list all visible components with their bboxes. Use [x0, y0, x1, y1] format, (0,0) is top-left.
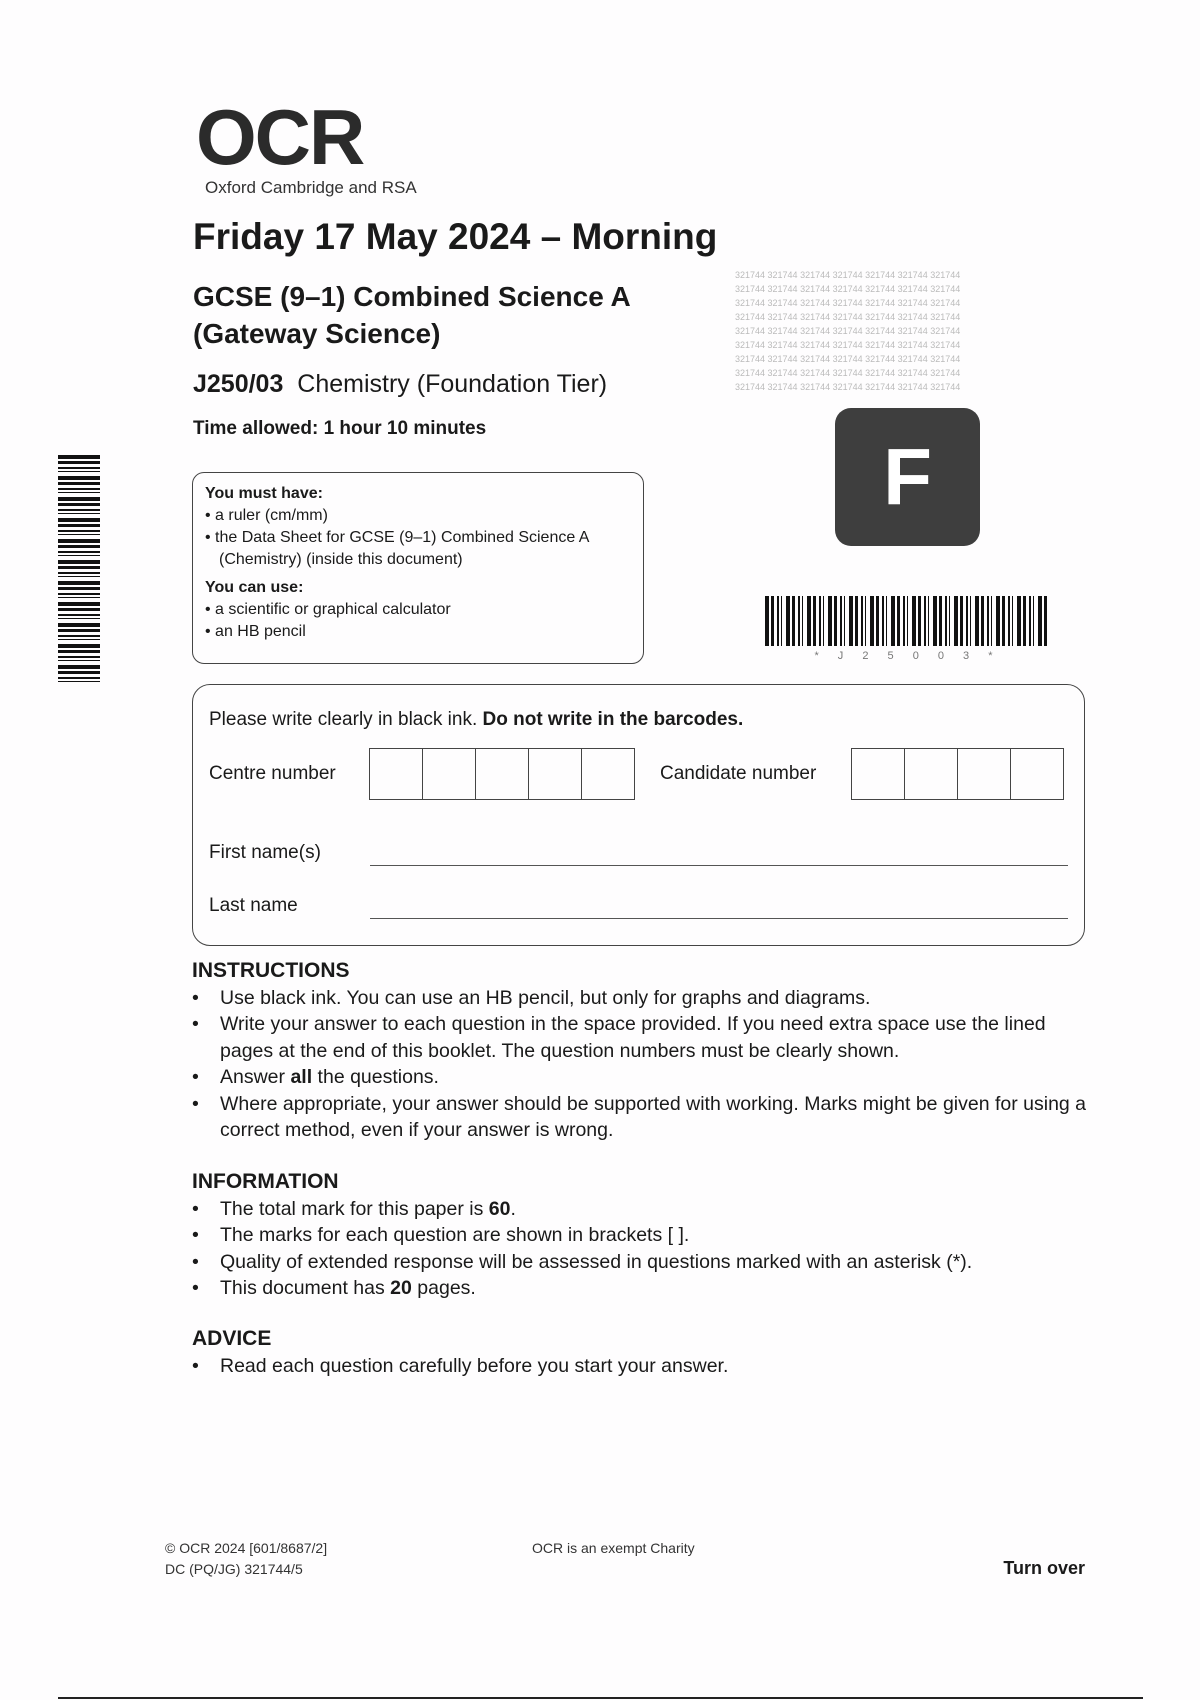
barcode-bar: [58, 614, 100, 616]
barcode-bar: [1002, 596, 1005, 646]
instruction-item: • Write your answer to each question in the space provided. If you need extra space use the lined pages at the end of this booklet. The question numbers must be clearly shown.: [192, 1011, 1092, 1064]
watermark-line: 321744 321744 321744 321744 321744 321744 321744: [735, 298, 961, 308]
barcode-bar: [945, 596, 947, 646]
barcode-bar: [819, 596, 821, 646]
exam-title: [193, 278, 631, 352]
barcode-bar: [849, 596, 853, 646]
barcode-bar: [1023, 596, 1026, 646]
barcode-bar: [939, 596, 942, 646]
barcode-bar: [58, 572, 100, 574]
barcode-bar: [765, 596, 769, 646]
barcode-bar: [58, 467, 100, 469]
barcode-bar: [781, 596, 782, 646]
turn-over: Turn over: [1003, 1558, 1085, 1578]
barcode-bar: [834, 596, 837, 646]
digit-box[interactable]: [851, 748, 905, 800]
watermark-line: 321744 321744 321744 321744 321744 321744 321744: [735, 340, 961, 350]
paper-code: [193, 370, 607, 399]
barcode-bar: [798, 596, 800, 646]
section-heading: INSTRUCTIONS: [192, 959, 350, 982]
watermark-line: 321744 321744 321744 321744 321744 321744 321744: [735, 270, 961, 280]
barcode-bar: [855, 596, 858, 646]
barcode-bar: [58, 555, 100, 556]
barcode-bar: [844, 596, 845, 646]
barcode-bar: [58, 476, 100, 480]
watermark: [735, 268, 960, 394]
barcode-bar: [960, 596, 963, 646]
barcode-bar: [861, 596, 863, 646]
paper-name: Chemistry (Foundation Tier): [297, 370, 608, 398]
barcode-bar: [58, 534, 100, 535]
digit-box[interactable]: [422, 748, 476, 800]
charity-note: OCR is an exempt Charity: [532, 1540, 695, 1556]
barcode-bar: [882, 596, 884, 646]
barcode-bar: [954, 596, 958, 646]
digit-box[interactable]: [475, 748, 529, 800]
exam-date: Friday 17 May 2024 – Morning: [193, 216, 718, 257]
barcode-bar: [58, 482, 100, 485]
barcode-bar: [58, 581, 100, 585]
candidate-number-field[interactable]: [852, 748, 1064, 800]
barcode-bar: [966, 596, 968, 646]
document-ref: DC (PQ/JG) 321744/5: [165, 1561, 303, 1577]
barcode-bar: [58, 503, 100, 506]
ink-note: [209, 709, 743, 731]
barcode-bar: [58, 597, 100, 598]
item-text: a ruler (cm/mm): [215, 507, 328, 524]
instruction-item: • Answer all the questions.: [192, 1064, 1092, 1091]
barcode-bar: [58, 650, 100, 653]
barcode-bar: [58, 629, 100, 632]
information-section: [192, 1169, 1092, 1302]
barcode-bar: [786, 596, 790, 646]
section-heading: ADVICE: [192, 1327, 272, 1350]
last-name-label: Last name: [209, 895, 298, 916]
page-bottom-rule: [58, 1697, 1143, 1699]
last-name-field[interactable]: [370, 918, 1068, 919]
barcode-bar: [912, 596, 916, 646]
barcode-bar: [58, 461, 100, 464]
footer-left: [165, 1538, 327, 1580]
barcode-bar: [987, 596, 989, 646]
barcode-bar: [58, 602, 100, 606]
barcode-bar: [58, 509, 100, 511]
barcode-bar: [991, 596, 992, 646]
digit-box[interactable]: [528, 748, 582, 800]
barcode-bar: [58, 635, 100, 637]
barcode-bar: [58, 587, 100, 590]
barcode-bar: [58, 639, 100, 640]
barcode-bar: [813, 596, 816, 646]
candidate-details-box: [192, 684, 1085, 946]
information-item: • This document has 20 pages.: [192, 1275, 1092, 1302]
copyright: © OCR 2024 [601/8687/2]: [165, 1540, 328, 1556]
barcode-bar: [823, 596, 824, 646]
barcode-bar: [897, 596, 900, 646]
item-text: the Data Sheet for GCSE (9–1) Combined Science A (Chemistry) (inside this document): [215, 529, 589, 568]
digit-box[interactable]: [1010, 748, 1064, 800]
digit-box[interactable]: [904, 748, 958, 800]
barcode-bar: [981, 596, 984, 646]
barcode-bar: [975, 596, 979, 646]
note-text: Please write clearly in black ink.: [209, 709, 478, 730]
barcode-bar: [58, 644, 100, 648]
watermark-line: 321744 321744 321744 321744 321744 321744 321744: [735, 368, 961, 378]
barcode-bar: [828, 596, 832, 646]
barcode-text: * J 2 5 0 0 3 *: [814, 650, 1001, 662]
can-use-item: • a scientific or graphical calculator: [205, 601, 451, 618]
information-item: • The marks for each question are shown in brackets [ ].: [192, 1222, 1092, 1249]
can-use-item: • an HB pencil: [205, 623, 306, 640]
must-have-item: • the Data Sheet for GCSE (9–1) Combined Science A (Chemistry) (inside this document): [205, 529, 589, 568]
centre-number-label: Centre number: [209, 763, 336, 784]
barcode-bar: [777, 596, 779, 646]
barcode-bar: [807, 596, 811, 646]
barcode-bar: [58, 518, 100, 522]
candidate-number-label: Candidate number: [660, 763, 817, 784]
first-name-field[interactable]: [370, 865, 1068, 866]
barcode-bar: [1008, 596, 1010, 646]
item-text: an HB pencil: [215, 623, 306, 640]
note-bold: Do not write in the barcodes.: [482, 709, 744, 730]
first-name-label: First name(s): [209, 842, 321, 863]
barcode-bar: [1012, 596, 1013, 646]
barcode-bar: [802, 596, 803, 646]
barcode-bar: [58, 471, 100, 472]
barcode-bar: [58, 551, 100, 553]
barcode-bar: [58, 660, 100, 661]
materials-box: [192, 472, 644, 664]
instruction-item: • Where appropriate, your answer should be supported with working. Marks might be given for using a correct method, even if your answer is wrong.: [192, 1091, 1092, 1144]
must-have-item: • a ruler (cm/mm): [205, 507, 328, 524]
barcode-bar: [58, 524, 100, 527]
barcode-bar: [58, 497, 100, 501]
watermark-line: 321744 321744 321744 321744 321744 321744 321744: [735, 326, 961, 336]
barcode-bar: [928, 596, 929, 646]
barcode-bar: [58, 618, 100, 619]
barcode-bar: [58, 492, 100, 493]
barcode-bar: [58, 677, 100, 679]
barcode-bar: [58, 530, 100, 532]
title-line-1: GCSE (9–1) Combined Science A: [193, 281, 631, 312]
barcode-bar: [903, 596, 905, 646]
title-line-2: (Gateway Science): [193, 318, 441, 349]
watermark-line: 321744 321744 321744 321744 321744 321744 321744: [735, 312, 961, 322]
advice-item: • Read each question carefully before you start your answer.: [192, 1353, 1092, 1380]
digit-box[interactable]: [957, 748, 1011, 800]
digit-box[interactable]: [581, 748, 635, 800]
barcode-bar: [58, 671, 100, 674]
digit-box[interactable]: [369, 748, 423, 800]
barcode-bar: [58, 488, 100, 490]
barcode-bar: [58, 566, 100, 569]
barcode-bar: [907, 596, 908, 646]
barcode: [765, 596, 1050, 646]
barcode-bar: [58, 513, 100, 514]
barcode-bar: [891, 596, 895, 646]
time-allowed: Time allowed: 1 hour 10 minutes: [193, 418, 487, 439]
information-item: • The total mark for this paper is 60.: [192, 1196, 1092, 1223]
barcode-bar: [58, 608, 100, 611]
instructions-section: [192, 958, 1092, 1144]
barcode-bar: [876, 596, 879, 646]
barcode-bar: [58, 593, 100, 595]
barcode-bar: [840, 596, 842, 646]
barcode-bar: [918, 596, 921, 646]
barcode-bar: [792, 596, 795, 646]
barcode-bar: [970, 596, 971, 646]
barcode-bar: [1029, 596, 1031, 646]
centre-number-field[interactable]: [370, 748, 635, 800]
barcode-bar: [58, 623, 100, 627]
instruction-item: • Use black ink. You can use an HB pencil, but only for graphs and diagrams.: [192, 985, 1092, 1012]
barcode-bar: [933, 596, 937, 646]
barcode-bar: [58, 560, 100, 564]
side-barcode: [58, 455, 100, 685]
barcode-bar: [58, 656, 100, 658]
barcode-bar: [865, 596, 866, 646]
watermark-line: 321744 321744 321744 321744 321744 321744 321744: [735, 284, 961, 294]
barcode-bar: [949, 596, 950, 646]
logo-subtitle: Oxford Cambridge and RSA: [205, 178, 417, 197]
code: J250/03: [193, 370, 284, 398]
information-item: • Quality of extended response will be assessed in questions marked with an asterisk (*).: [192, 1249, 1092, 1276]
barcode-bar: [58, 455, 100, 459]
barcode-bar: [58, 681, 100, 682]
barcode-bar: [996, 596, 1000, 646]
barcode-bar: [886, 596, 887, 646]
barcode-bar: [1038, 596, 1042, 646]
barcode-bar: [924, 596, 926, 646]
tier-badge: F: [835, 408, 980, 546]
item-text: a scientific or graphical calculator: [215, 601, 451, 618]
must-have-heading: You must have:: [205, 485, 323, 502]
watermark-line: 321744 321744 321744 321744 321744 321744 321744: [735, 354, 961, 364]
advice-section: [192, 1326, 1092, 1379]
watermark-line: 321744 321744 321744 321744 321744 321744 321744: [735, 382, 961, 392]
barcode-bar: [58, 545, 100, 548]
barcode-bar: [870, 596, 874, 646]
section-heading: INFORMATION: [192, 1170, 339, 1193]
barcode-bar: [1033, 596, 1034, 646]
can-use-heading: You can use:: [205, 579, 304, 596]
barcode-bar: [1044, 596, 1047, 646]
barcode-bar: [58, 539, 100, 543]
ocr-logo: OCR: [196, 93, 364, 181]
barcode-bar: [58, 576, 100, 577]
barcode-bar: [771, 596, 774, 646]
barcode-bar: [58, 665, 100, 669]
barcode-bar: [1017, 596, 1021, 646]
